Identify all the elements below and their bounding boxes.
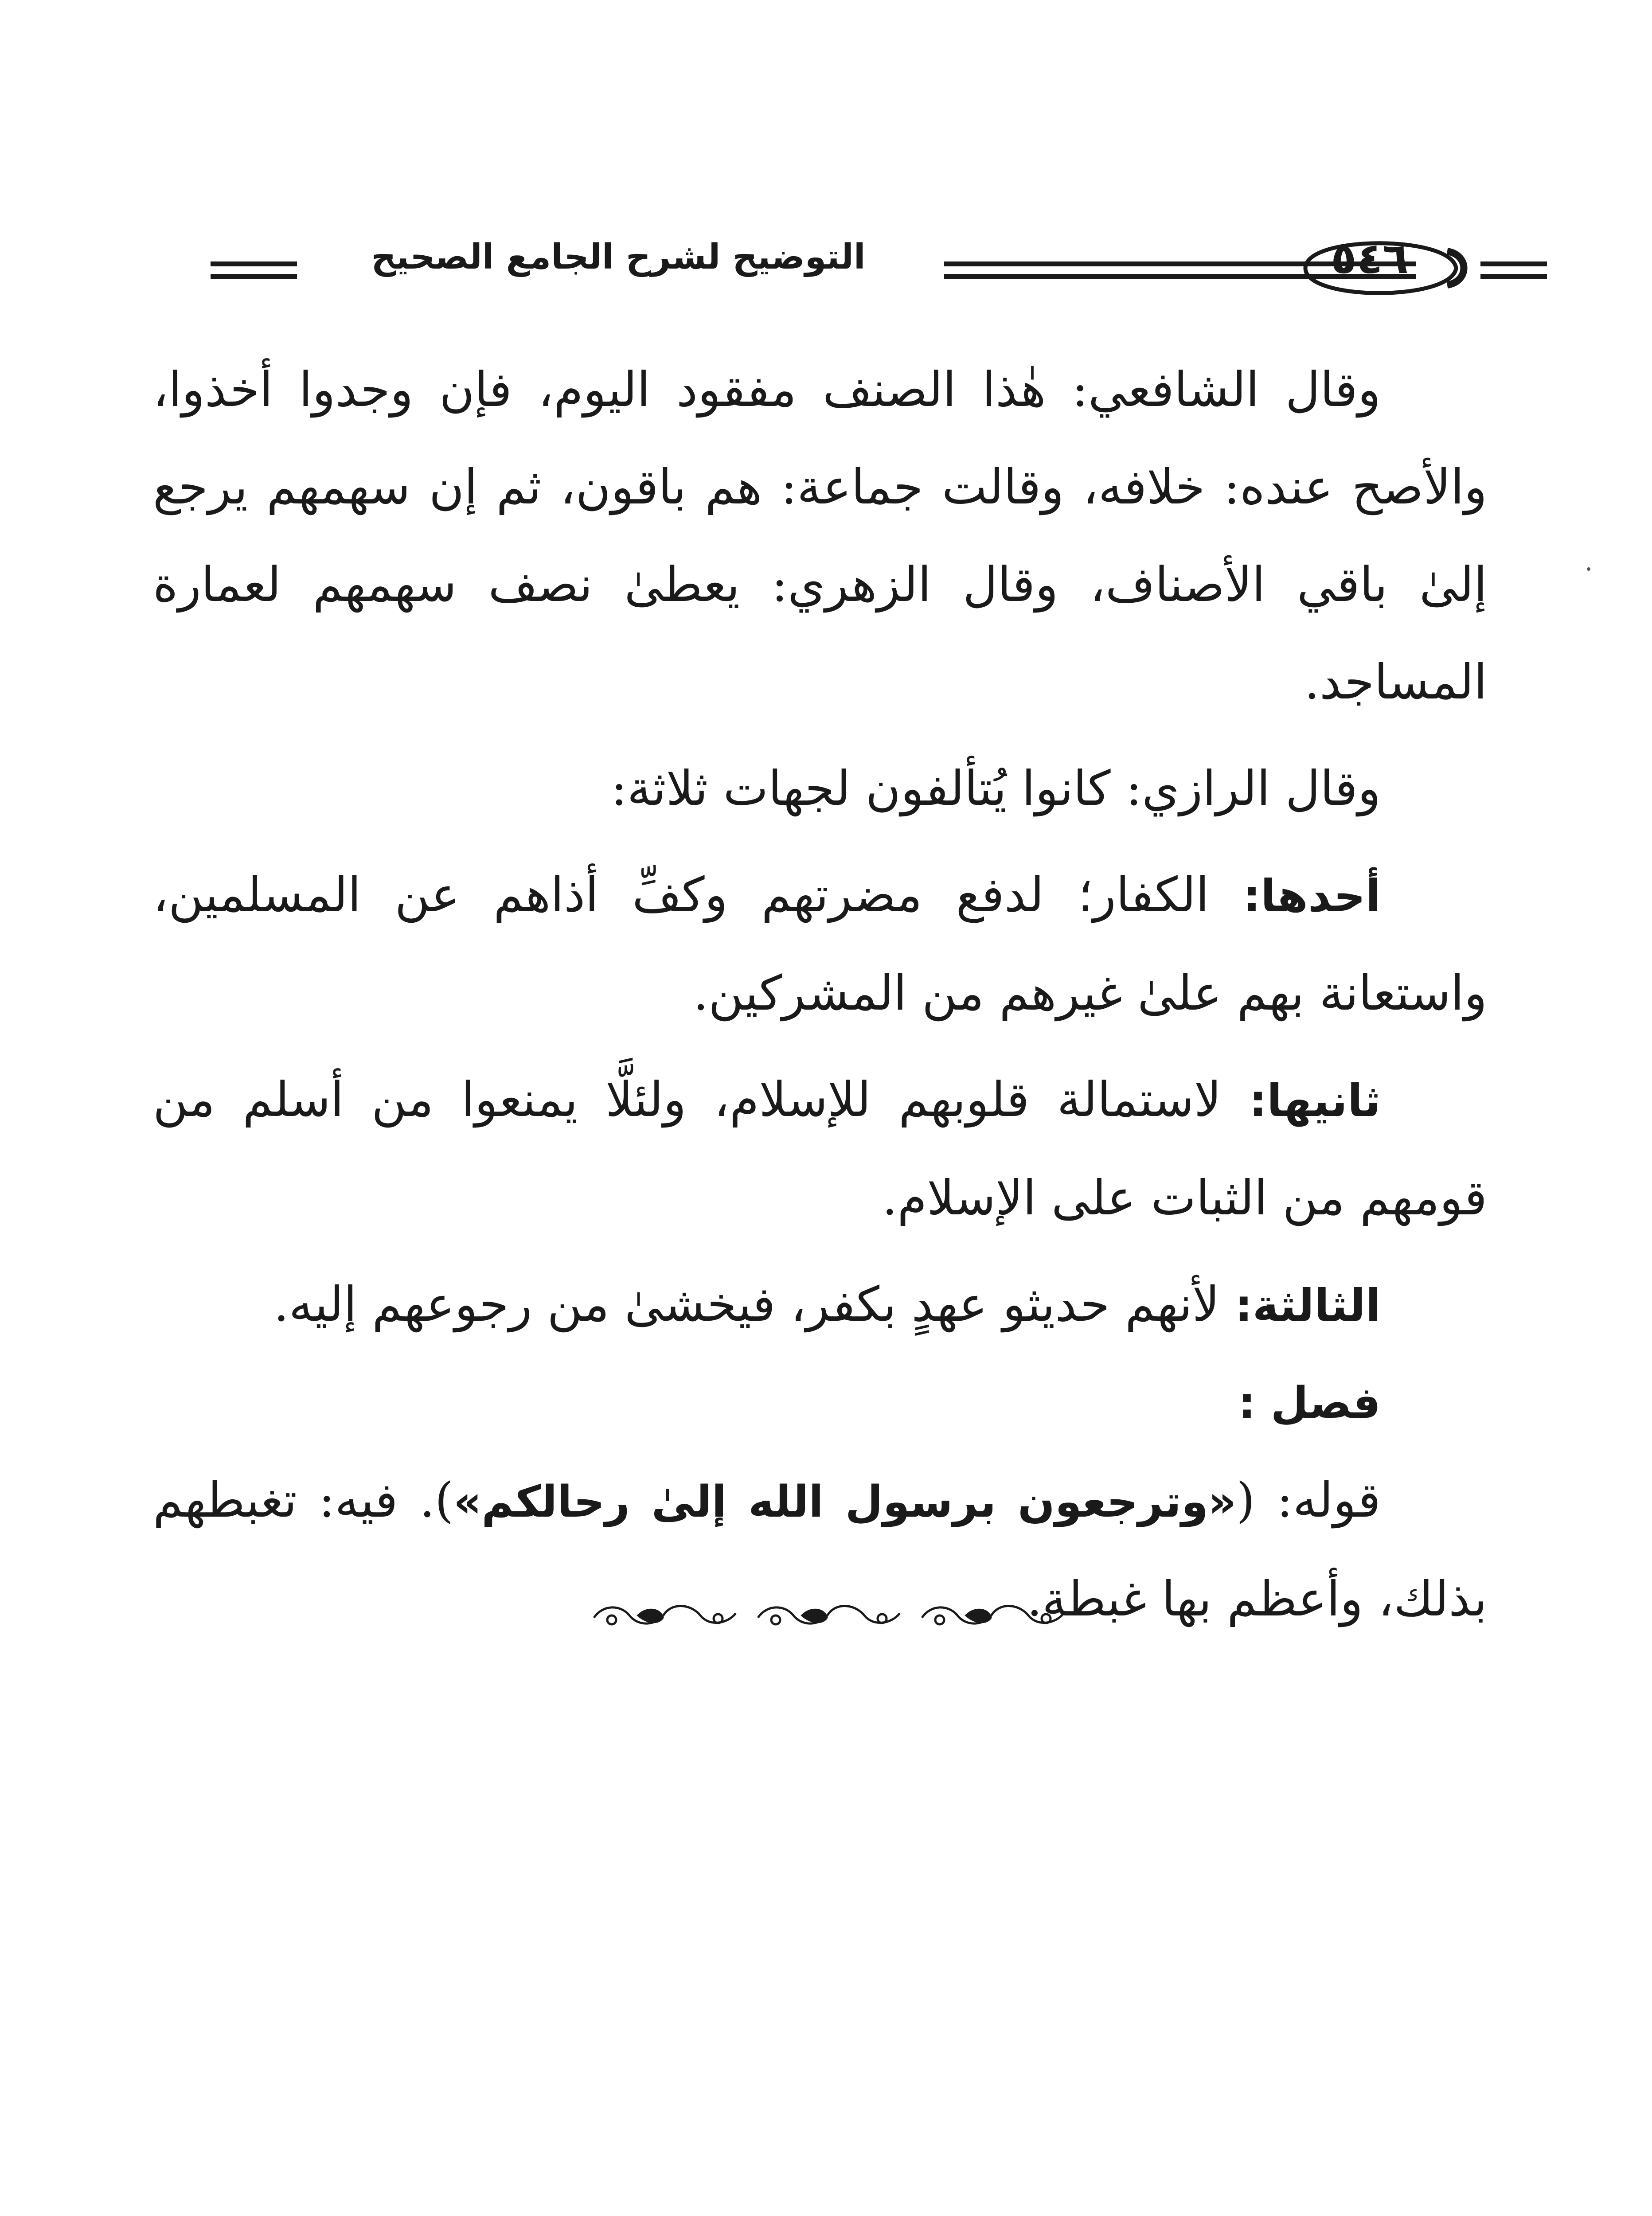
scan-speck (1587, 567, 1590, 571)
paragraph-hadith-before: قوله: ( (1236, 1473, 1381, 1528)
running-title: التوضيح لشرح الجامع الصحيح (371, 237, 866, 277)
floral-ornament-icon (585, 1596, 1068, 1635)
paragraph-third (153, 1256, 1487, 1354)
section-heading: فصل : (1238, 1378, 1381, 1428)
paragraph-first (153, 847, 1487, 1042)
page-number: ٥٤٦ (1331, 234, 1409, 283)
main-text (153, 341, 1487, 1648)
paragraph-razi: وقال الرازي: كانوا يُتألفون لجهات ثلاثة: (611, 761, 1381, 816)
paragraph-lead-first: أحدها: (1243, 870, 1381, 922)
hadith-quote: «وترجعون برسول الله إلىٰ رحالكم» (453, 1477, 1237, 1527)
running-header (146, 224, 1489, 312)
paragraph-second (153, 1051, 1487, 1247)
paragraph-hadith-after: ). فيه: تغبطهم بذلك، وأعظم بها غبطة. (153, 1473, 1487, 1627)
paragraph-text-third: لأنهم حديثو عهدٍ بكفر، فيخشىٰ من رجوعهم إليه. (273, 1277, 1220, 1332)
paragraph-lead-second: ثانيها: (1249, 1075, 1381, 1127)
paragraph-lead-third: الثالثة: (1234, 1280, 1381, 1331)
paragraph-shafii: وقال الشافعي: هٰذا الصنف مفقود اليوم، فإن وجدوا أخذوا، والأصح عنده: خلافه، وقالت جماعة: هم باقون، ثم إن سهمهم يرجع إلىٰ باقي الأصناف، وقال الزهري: يعطىٰ نصف سهمهم لعمارة المساجد. (153, 362, 1487, 710)
paragraph-text-second: لاستمالة قلوبهم للإسلام، ولئلَّا يمنعوا من أسلم من قومهم من الثبات على الإسلام. (153, 1072, 1487, 1226)
paragraph-text-first: الكفار؛ لدفع مضرتهم وكفِّ أذاهم عن المسلمين، واستعانة بهم علىٰ غيرهم من المشركين. (153, 867, 1487, 1021)
